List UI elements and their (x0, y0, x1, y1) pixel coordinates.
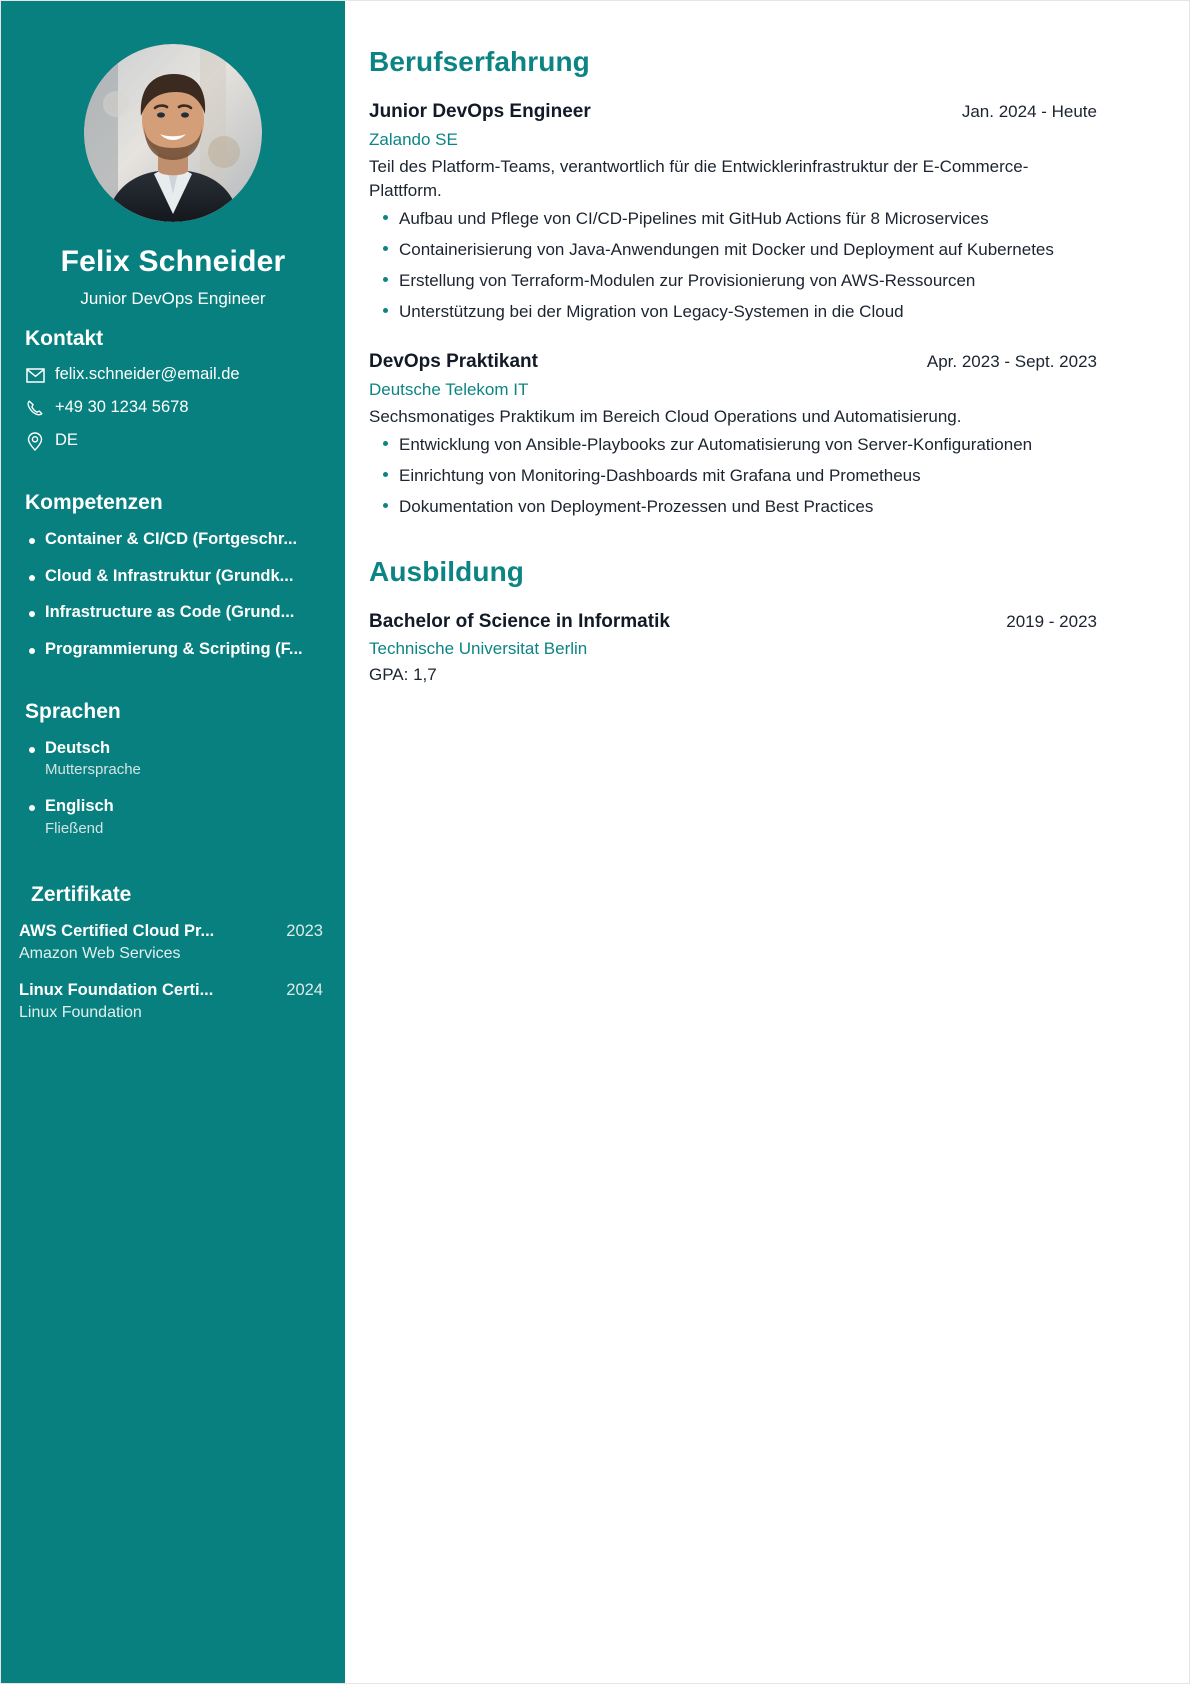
contact-location (25, 431, 327, 451)
experience-description: Teil des Platform-Teams, verantwortlich für die Entwicklerinfrastruktur der E-Commerce-Plattform. (369, 156, 1029, 200)
certificate-issuer: Linux Foundation (19, 1003, 142, 1021)
language-item (29, 796, 327, 838)
skill-item (29, 639, 327, 660)
education-gpa: GPA: 1,7 (369, 665, 437, 685)
experience-heading: Berufserfahrung (369, 46, 590, 77)
contact-email-value: felix.schneider@email.de (55, 365, 240, 384)
bullet-item (369, 433, 1097, 457)
sidebar (1, 1, 345, 1683)
bullet-item (369, 238, 1097, 262)
certificate-item (19, 980, 327, 1023)
certificate-name: Linux Foundation Certi... (19, 981, 214, 1000)
bullet-text: Aufbau und Pflege von CI/CD-Pipelines mit GitHub Actions für 8 Microservices (399, 208, 989, 228)
envelope-icon (25, 365, 45, 385)
certificate-name: AWS Certified Cloud Pr... (19, 922, 215, 941)
job-title: Junior DevOps Engineer (80, 289, 266, 308)
bullet-text: Einrichtung von Monitoring-Dashboards mit Grafana und Prometheus (399, 466, 921, 486)
bullet-dot-icon (383, 441, 388, 446)
phone-icon (25, 398, 45, 418)
language-item (29, 738, 327, 780)
skills-heading: Kompetenzen (25, 491, 163, 514)
bullet-dot-icon (383, 246, 388, 251)
skill-label: Infrastructure as Code (Grund... (45, 603, 295, 622)
bullet-item (369, 300, 1097, 324)
full-name: Felix Schneider (60, 245, 286, 278)
bullet-dot-icon (29, 805, 35, 811)
skill-label: Programmierung & Scripting (F... (45, 639, 303, 658)
experience-date: Jan. 2024 - Heute (961, 102, 1097, 121)
bullet-text: Entwicklung von Ansible-Playbooks zur Automatisierung von Server-Konfigurationen (399, 435, 1033, 455)
certificates-list (19, 921, 327, 1023)
experience-entry (369, 350, 1097, 519)
education-institution: Technische Universitat Berlin (369, 639, 588, 659)
bullet-dot-icon (29, 747, 35, 753)
location-pin-icon (25, 431, 45, 451)
bullet-dot-icon (29, 538, 35, 544)
contact-phone-value: +49 30 1234 5678 (55, 398, 189, 417)
skill-item (29, 602, 327, 623)
contact-heading: Kontakt (25, 327, 104, 350)
bullet-dot-icon (29, 611, 35, 617)
bullet-dot-icon (29, 575, 35, 581)
education-date: 2019 - 2023 (1006, 611, 1097, 631)
bullet-text: Dokumentation von Deployment-Prozessen und Best Practices (399, 497, 874, 517)
bullet-item (369, 269, 1097, 293)
language-level: Muttersprache (45, 761, 141, 779)
skill-item (29, 529, 327, 550)
contact-location-value: DE (55, 431, 78, 450)
bullet-dot-icon (383, 472, 388, 477)
language-level: Fließend (45, 819, 104, 837)
languages-heading: Sprachen (25, 699, 121, 723)
experience-title: DevOps Praktikant (369, 351, 538, 373)
experience-description: Sechsmonatiges Praktikum im Bereich Cloud Operations und Automatisierung. (369, 407, 962, 426)
experience-company: Zalando SE (369, 129, 458, 149)
contact-email[interactable] (25, 365, 327, 385)
bullet-dot-icon (383, 215, 388, 220)
bullet-item (369, 464, 1097, 488)
skills-list (29, 529, 327, 660)
skill-item (29, 566, 327, 587)
bullet-dot-icon (383, 503, 388, 508)
contact-phone[interactable] (25, 398, 327, 418)
skill-label: Container & CI/CD (Fortgeschr... (45, 530, 298, 548)
education-entry (369, 610, 1097, 687)
bullet-item (369, 207, 1097, 231)
education-degree: Bachelor of Science in Informatik (369, 610, 670, 632)
experience-company: Deutsche Telekom IT (369, 380, 529, 400)
certificate-issuer: Amazon Web Services (19, 944, 181, 962)
experience-date: Apr. 2023 - Sept. 2023 (926, 352, 1097, 372)
certificates-heading: Zertifikate (31, 883, 132, 907)
bullet-text: Containerisierung von Java-Anwendungen mit Docker und Deployment auf Kubernetes (399, 240, 1054, 259)
main-content (345, 1, 1189, 1683)
education-heading: Ausbildung (369, 555, 524, 587)
experience-entry (369, 100, 1097, 324)
avatar-container (19, 1, 327, 222)
skill-label: Cloud & Infrastruktur (Grundk... (45, 566, 294, 585)
profile-photo (84, 44, 262, 222)
language-name: Englisch (45, 796, 114, 815)
certificate-year: 2024 (286, 981, 323, 1000)
certificate-item (19, 921, 327, 964)
bullet-dot-icon (29, 648, 35, 654)
bullet-dot-icon (383, 277, 388, 282)
bullet-text: Unterstützung bei der Migration von Legacy-Systemen in die Cloud (399, 302, 904, 322)
experience-bullets (369, 207, 1097, 325)
experience-title: Junior DevOps Engineer (369, 101, 591, 122)
experience-bullets (369, 433, 1097, 519)
bullet-text: Erstellung von Terraform-Modulen zur Provisionierung von AWS-Ressourcen (399, 271, 976, 291)
bullet-item (369, 495, 1097, 519)
certificate-year: 2023 (286, 922, 323, 941)
language-name: Deutsch (45, 738, 111, 757)
languages-list (19, 738, 327, 839)
bullet-dot-icon (383, 308, 388, 313)
